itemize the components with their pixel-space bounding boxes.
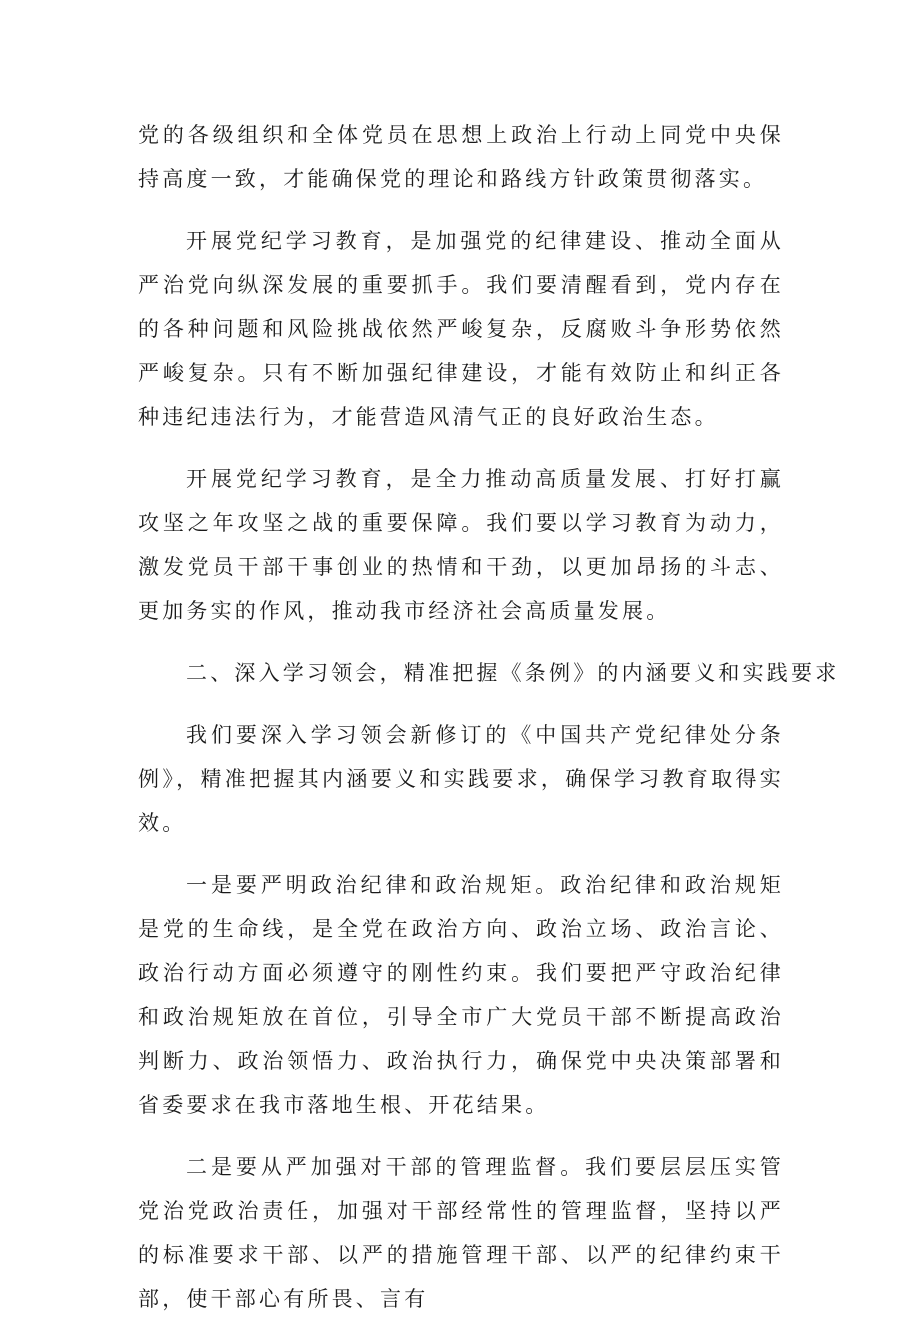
paragraph-regulation-study: 我们要深入学习领会新修订的《中国共产党纪律处分条例》，精准把握其内涵要义和实践要求，确保学习教育取得实效。 [138, 723, 784, 835]
paragraph-discipline-building: 开展党纪学习教育，是加强党的纪律建设、推动全面从严治党向纵深发展的重要抓手。我们要清醒看到，党内存在的各种问题和风险挑战依然严峻复杂，反腐败斗争形势依然严峻复杂。只有不断加强纪律建设，才能有效防止和纠正各种违纪违法行为，才能营造风清气正的良好政治生态。 [138, 229, 784, 429]
paragraph-development-guarantee: 开展党纪学习教育，是全力推动高质量发展、打好打赢攻坚之年攻坚之战的重要保障。我们要以学习教育为动力，激发党员干部干事创业的热情和干劲，以更加昂扬的斗志、更加务实的作风，推动我市经济社会高质量发展。 [138, 467, 784, 623]
document-body [138, 113, 840, 1339]
section-heading: 二、深入学习领会，精准把握《条例》的内涵要义和实践要求 [186, 661, 840, 685]
paragraph-political-discipline: 一是要严明政治纪律和政治规矩。政治纪律和政治规矩是党的生命线，是全党在政治方向、政治立场、政治言论、政治行动方面必须遵守的刚性约束。我们要把严守政治纪律和政治规矩放在首位，引导全市广大党员干部不断提高政治判断力、政治领悟力、政治执行力，确保党中央决策部署和省委要求在我市落地生根、开花结果。 [138, 873, 784, 1117]
paragraph-continuation: 党的各级组织和全体党员在思想上政治上行动上同党中央保持高度一致，才能确保党的理论和路线方针政策贯彻落实。 [138, 123, 784, 191]
paragraph-cadre-supervision: 二是要从严加强对干部的管理监督。我们要层层压实管党治党政治责任，加强对干部经常性的管理监督，坚持以严的标准要求干部、以严的措施管理干部、以严的纪律约束干部，使干部心有所畏、言有 [138, 1155, 784, 1311]
